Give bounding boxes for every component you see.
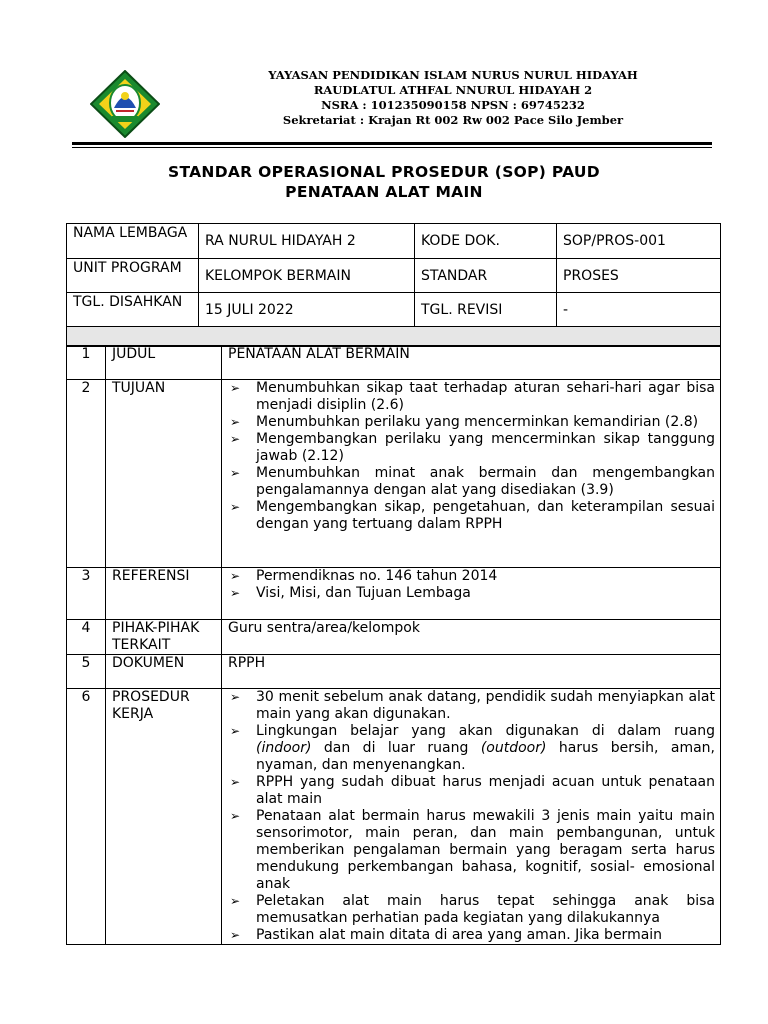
row-number: 4 — [67, 620, 106, 655]
info-value: - — [557, 293, 721, 327]
document-info-table — [66, 223, 721, 347]
school-ids: NSRA : 101235090158 NPSN : 69745232 — [321, 98, 585, 112]
list-item: ➢ Permendiknas no. 146 tahun 2014 — [228, 568, 715, 585]
document-subtitle: PENATAAN ALAT MAIN — [285, 183, 483, 201]
table-row — [67, 380, 721, 568]
list-item: ➢ Mengembangkan sikap, pengetahuan, dan keterampilan sesuai dengan yang tertuang dalam RPPH — [228, 499, 715, 533]
list-item — [228, 723, 715, 774]
info-value: 15 JULI 2022 — [199, 293, 415, 327]
table-row — [67, 259, 721, 293]
school-name: RAUDLATUL ATHFAL NNURUL HIDAYAH 2 — [313, 83, 593, 97]
row-content: Guru sentra/area/kelompok — [222, 620, 721, 655]
table-row — [67, 620, 721, 655]
letterhead-divider-thick — [72, 142, 712, 145]
row-label: JUDUL — [106, 346, 222, 380]
table-row — [67, 346, 721, 380]
procedure-list — [228, 689, 715, 944]
gray-spacer — [67, 327, 721, 347]
page-bottom-margin — [0, 945, 768, 1024]
item-text: harus bersih, aman, nyaman, dan menyenangkan. — [256, 740, 716, 773]
reference-list — [228, 568, 715, 602]
info-label: TGL. DISAHKAN — [67, 293, 199, 327]
info-value: KELOMPOK BERMAIN — [199, 259, 415, 293]
table-row — [67, 293, 721, 327]
info-label: TGL. REVISI — [415, 293, 557, 327]
table-row — [67, 224, 721, 259]
row-content — [222, 380, 721, 568]
row-label: PIHAK-PIHAK TERKAIT — [106, 620, 222, 655]
table-row-spacer — [67, 327, 721, 347]
item-text: dan di luar ruang — [323, 740, 469, 756]
list-item: ➢ Menumbuhkan perilaku yang mencerminkan kemandirian (2.8) — [228, 414, 715, 431]
document-title: STANDAR OPERASIONAL PROSEDUR (SOP) PAUD — [168, 163, 600, 181]
info-value: RA NURUL HIDAYAH 2 — [199, 224, 415, 259]
list-item: ➢ Visi, Misi, dan Tujuan Lembaga — [228, 585, 715, 602]
info-label: NAMA LEMBAGA — [67, 224, 199, 259]
table-row — [67, 689, 721, 945]
row-content — [222, 568, 721, 620]
sop-content-table — [66, 345, 721, 945]
table-row — [67, 655, 721, 689]
info-label: KODE DOK. — [415, 224, 557, 259]
item-text: Lingkungan belajar yang akan digunakan di dalam ruang — [256, 723, 715, 739]
list-item: ➢ Menumbuhkan sikap taat terhadap aturan sehari-hari agar bisa menjadi disiplin (2.6) — [228, 380, 715, 414]
row-content: RPPH — [222, 655, 721, 689]
letterhead — [240, 68, 666, 128]
row-label: DOKUMEN — [106, 655, 222, 689]
letterhead-divider-thin — [72, 147, 712, 148]
item-text-italic: (indoor) — [256, 740, 312, 756]
table-row — [67, 568, 721, 620]
info-label: UNIT PROGRAM — [67, 259, 199, 293]
info-value: SOP/PROS-001 — [557, 224, 721, 259]
row-content — [222, 689, 721, 945]
item-text-italic: (outdoor) — [480, 740, 547, 756]
row-number: 1 — [67, 346, 106, 380]
info-value: PROSES — [557, 259, 721, 293]
row-content: PENATAAN ALAT BERMAIN — [222, 346, 721, 380]
row-label: PROSEDUR KERJA — [106, 689, 222, 945]
list-item: ➢ Penataan alat bermain harus mewakili 3 jenis main yaitu main sensorimotor, main peran, dan main pembangunan, untuk memberikan pengalaman bermain yang beragam serta harus mendukung perkembangan bahasa, kognitif, sosial- emosional anak — [228, 808, 715, 893]
list-item: ➢ Mengembangkan perilaku yang mencerminkan sikap tanggung jawab (2.12) — [228, 431, 715, 465]
list-item: ➢ Pastikan alat main ditata di area yang aman. Jika bermain — [228, 927, 715, 944]
objective-list — [228, 380, 715, 533]
row-number: 5 — [67, 655, 106, 689]
row-number: 3 — [67, 568, 106, 620]
foundation-name: YAYASAN PENDIDIKAN ISLAM NURUS NURUL HIDAYAH — [268, 68, 638, 82]
school-address: Sekretariat : Krajan Rt 002 Rw 002 Pace Silo Jember — [282, 113, 624, 127]
list-item: ➢ Peletakan alat main harus tepat sehingga anak bisa memusatkan perhatian pada kegiatan yang dilakukannya — [228, 893, 715, 927]
row-label: TUJUAN — [106, 380, 222, 568]
list-item: ➢ RPPH yang sudah dibuat harus menjadi acuan untuk penataan alat main — [228, 774, 715, 808]
foundation-logo — [90, 70, 160, 138]
info-label: STANDAR — [415, 259, 557, 293]
list-item: ➢ 30 menit sebelum anak datang, pendidik sudah menyiapkan alat main yang akan digunakan. — [228, 689, 715, 723]
list-item: ➢ Menumbuhkan minat anak bermain dan mengembangkan pengalamannya dengan alat yang disediakan (3.9) — [228, 465, 715, 499]
row-number: 2 — [67, 380, 106, 568]
row-number: 6 — [67, 689, 106, 945]
row-label: REFERENSI — [106, 568, 222, 620]
